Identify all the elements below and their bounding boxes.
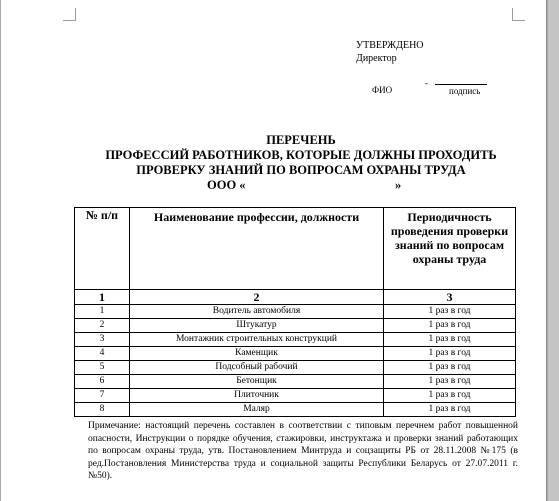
document-title: [91, 133, 511, 178]
header-periodicity: Периодичность проведения проверки знаний по вопросам охраны труда: [384, 208, 516, 290]
row-number: 5: [75, 361, 130, 375]
signature-line: [435, 84, 487, 85]
table-row: [75, 403, 516, 417]
check-periodicity: 1 раз в год: [384, 375, 516, 389]
row-number: 1: [75, 305, 130, 319]
profession-name: Каменщик: [130, 347, 384, 361]
table-row: [75, 305, 516, 319]
profession-name: Маляр: [130, 403, 384, 417]
organization-name-open: ООО «: [207, 178, 246, 192]
check-periodicity: 1 раз в год: [384, 403, 516, 417]
check-periodicity: 1 раз в год: [384, 319, 516, 333]
table-row: [75, 361, 516, 375]
title-line-3: ПРОВЕРКУ ЗНАНИЙ ПО ВОПРОСАМ ОХРАНЫ ТРУДА: [136, 163, 466, 177]
profession-name: Подсобный рабочий: [130, 361, 384, 375]
row-number: 8: [75, 403, 130, 417]
profession-name: Монтажник строительных конструкций: [130, 333, 384, 347]
table-row: [75, 319, 516, 333]
check-periodicity: 1 раз в год: [384, 347, 516, 361]
approved-label: УТВЕРЖДЕНО: [356, 40, 424, 51]
professions-table: [74, 207, 516, 417]
row-number: 6: [75, 375, 130, 389]
margin-corner-mark: [63, 8, 76, 21]
profession-name: Плиточник: [130, 389, 384, 403]
table-header-row: [75, 208, 516, 290]
organization-name-close: »: [395, 178, 402, 192]
table-row: [75, 333, 516, 347]
check-periodicity: 1 раз в год: [384, 361, 516, 375]
column-number: 1: [75, 290, 130, 305]
check-periodicity: 1 раз в год: [384, 305, 516, 319]
director-label: Директор: [356, 53, 397, 64]
signature-label: подпись: [449, 86, 481, 96]
table-row: [75, 389, 516, 403]
check-periodicity: 1 раз в год: [384, 389, 516, 403]
column-number: 2: [130, 290, 384, 305]
profession-name: Бетонщик: [130, 375, 384, 389]
title-line-1: ПЕРЕЧЕНЬ: [266, 133, 336, 147]
vertical-scrollbar[interactable]: [548, 0, 559, 501]
approval-block: [356, 39, 424, 64]
header-profession: Наименование профессии, должности: [130, 208, 384, 290]
footnote: Примечание: настоящий перечень составлен в соответствии с типовым перечнем работ повышенной опасности, Инструкции о порядке обучения, стажировки, инструктажа и проверки знаний работающих по вопросам охраны труда, утв. Постановлением Минтруда и соцзащиты РБ от 28.11.2008 №175 (в ред.Постановления Министерства труда и социальной защиты Республики Беларусь от 27.07.2011 г. №50).: [88, 421, 518, 481]
table-row: [75, 375, 516, 389]
column-number-row: [75, 290, 516, 305]
fio-label: ФИО: [372, 85, 393, 95]
row-number: 4: [75, 347, 130, 361]
title-line-2: ПРОФЕССИЙ РАБОТНИКОВ, КОТОРЫЕ ДОЛЖНЫ ПРОХОДИТЬ: [105, 148, 497, 162]
header-number: № п/п: [75, 208, 130, 290]
table-row: [75, 347, 516, 361]
row-number: 7: [75, 389, 130, 403]
column-number: 3: [384, 290, 516, 305]
row-number: 2: [75, 319, 130, 333]
margin-corner-mark: [512, 8, 525, 21]
profession-name: Водитель автомобиля: [130, 305, 384, 319]
check-periodicity: 1 раз в год: [384, 333, 516, 347]
signature-dash: -: [425, 78, 428, 88]
row-number: 3: [75, 333, 130, 347]
profession-name: Штукатур: [130, 319, 384, 333]
document-page: [1, 0, 547, 501]
